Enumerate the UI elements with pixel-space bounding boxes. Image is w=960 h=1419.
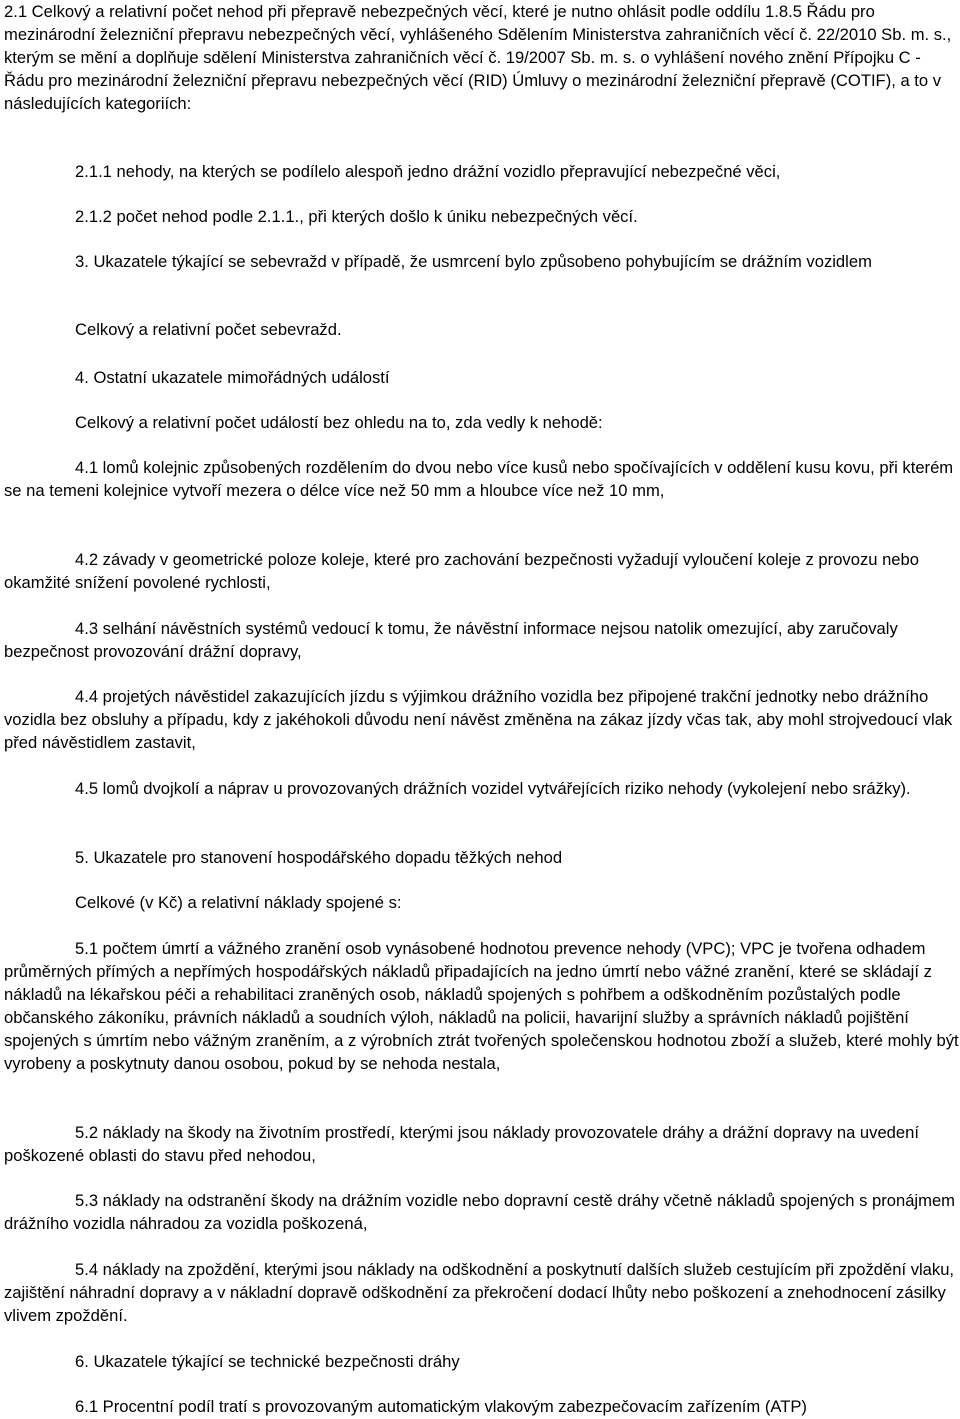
paragraph-2-1: 2.1 Celkový a relativní počet nehod při přepravě nebezpečných věcí, které je nutno ohlásit podle oddílu 1.8.5 Řádu pro mezinárodní železniční přepravu nebezpečných věcí, vyhlášeného Sdělením Ministerstva zahraničních věcí č. 22/2010 Sb. m. s., kterým se mění a doplňuje sdělení Ministerstva zahraničních věcí č. 19/2007 Sb. m. s. o vyhlášení nového znění Přípojku C - Řádu pro mezinárodní železniční přepravu nebezpečných věcí (RID) Úmluvy o mezinárodní železniční přepravě (COTIF), a to v následujících kategoriích:: [4, 2, 952, 113]
paragraph-4-5: 4.5 lomů dvojkolí a náprav u provozovaných drážních vozidel vytvářejících riziko nehody (vykolejení nebo srážky).: [75, 779, 911, 798]
paragraph-2-1-1: 2.1.1 nehody, na kterých se podílelo alespoň jedno drážní vozidlo přepravující nebezpečné věci,: [75, 162, 781, 181]
section-5-heading: 5. Ukazatele pro stanovení hospodářského dopadu těžkých nehod: [75, 848, 563, 867]
paragraph-4-2: 4.2 závady v geometrické poloze koleje, které pro zachování bezpečnosti vyžadují vyloučení koleje z provozu nebo okamžité snížení povolené rychlosti,: [4, 550, 919, 592]
paragraph-4-4: 4.4 projetých návěstidel zakazujících jízdu s výjimkou drážního vozidla bez připojené trakční jednotky nebo drážního vozidla bez obsluhy a případu, kdy z jakéhokoli důvodu není návěst změněna na zákaz jízdy včas tak, aby mohl strojvedoucí vlak před návěstidlem zastavit,: [4, 687, 953, 752]
paragraph-5-text: Celkové (v Kč) a relativní náklady spojené s:: [75, 893, 402, 912]
paragraph-5-3: 5.3 náklady na odstranění škody na drážním vozidle nebo dopravní cestě dráhy včetně nákladů spojených s pronájmem drážního vozidla náhradou za vozidla poškozená,: [4, 1191, 955, 1233]
paragraph-4-text: Celkový a relativní počet událostí bez ohledu na to, zda vedly k nehodě:: [75, 413, 603, 432]
paragraph-2-1-2: 2.1.2 počet nehod podle 2.1.1., při kterých došlo k úniku nebezpečných věcí.: [75, 207, 638, 226]
paragraph-5-1: 5.1 počtem úmrtí a vážného zranění osob vynásobené hodnotou prevence nehody (VPC); VPC je tvořena odhadem průměrných přímých a nepřímých hospodářských nákladů připadajících na jedno úmrtí nebo vážné zranění, které se skládají z nákladů na lékařskou péči a rehabilitaci zraněných osob, nákladů spojených s pohřbem a odškodněním pozůstalých podle občanského zákoníku, právních nákladů a soudních výloh, nákladů na policii, havarijní služby a správních nákladů pojištění spojených s úmrtím nebo vážným zraněním, a z výrobních ztrát tvořených společenskou hodnotou zboží a služeb, které mohly být vyrobeny a poskytnuty danou osobou, pokud by se nehoda nestala,: [4, 939, 959, 1073]
section-4-heading: 4. Ostatní ukazatele mimořádných událostí: [75, 368, 390, 387]
paragraph-6-1: 6.1 Procentní podíl tratí s provozovaným automatickým vlakovým zabezpečovacím zařízením (ATP): [75, 1397, 807, 1416]
section-6-heading: 6. Ukazatele týkající se technické bezpečnosti dráhy: [75, 1352, 460, 1371]
paragraph-4-3: 4.3 selhání návěstních systémů vedoucí k tomu, že návěstní informace nejsou natolik omezující, aby zaručovaly bezpečnost provozování drážní dopravy,: [4, 619, 898, 661]
paragraph-5-4: 5.4 náklady na zpoždění, kterými jsou náklady na odškodnění a poskytnutí dalších služeb cestujícím při zpoždění vlaku, zajištění náhradní dopravy a v nákladní dopravě odškodnění za překročení dodací lhůty nebo poškození a znehodnocení zásilky vlivem zpoždění.: [4, 1260, 955, 1325]
paragraph-4-1: 4.1 lomů kolejnic způsobených rozdělením do dvou nebo více kusů nebo spočívajících v oddělení kusu kovu, při kterém se na temeni kolejnice vytvoří mezera o délce více než 50 mm a hloubce více než 10 mm,: [4, 458, 954, 500]
paragraph-3-text: Celkový a relativní počet sebevražd.: [75, 320, 342, 339]
section-3-heading: 3. Ukazatele týkající se sebevražd v případě, že usmrcení bylo způsobeno pohybujícím se drážním vozidlem: [75, 252, 872, 271]
paragraph-5-2: 5.2 náklady na škody na životním prostředí, kterými jsou náklady provozovatele dráhy a drážní dopravy na uvedení poškozené oblasti do stavu před nehodou,: [4, 1123, 919, 1165]
